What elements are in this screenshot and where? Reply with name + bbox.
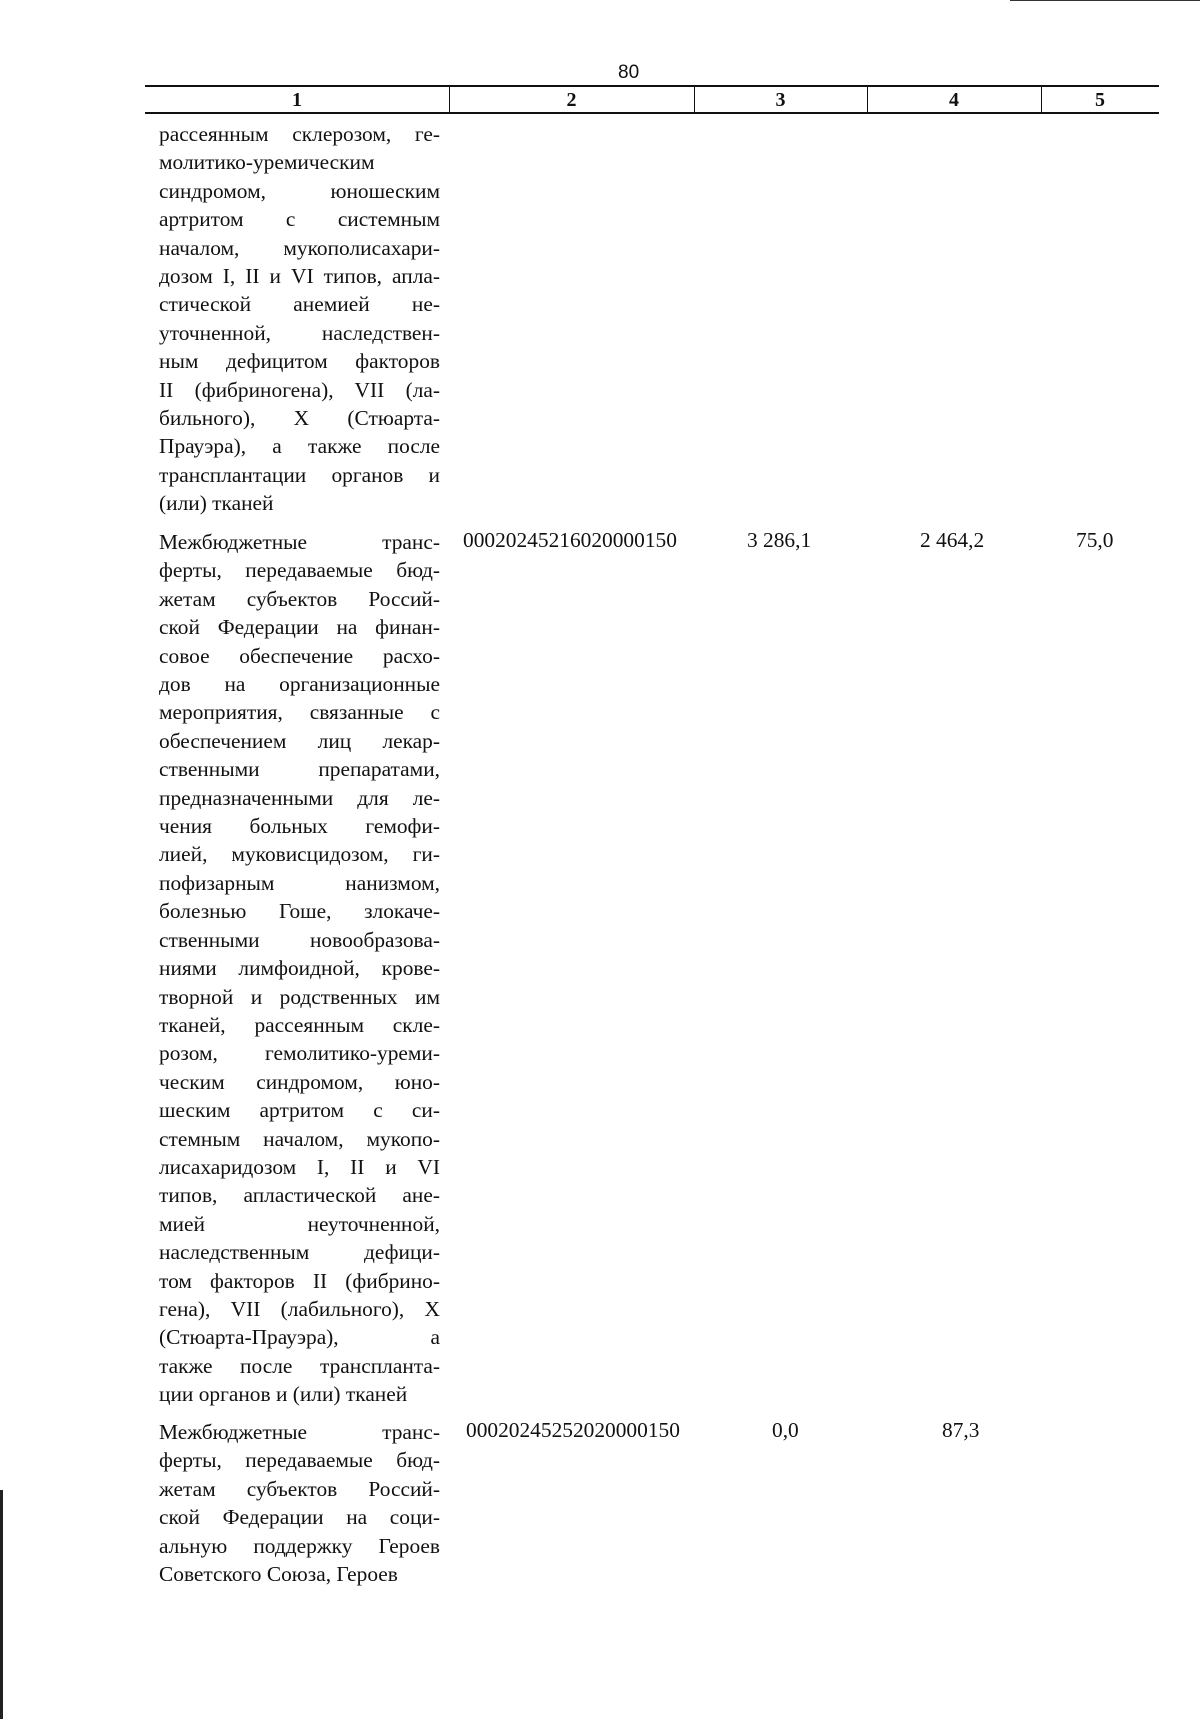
table-row-description (159, 528, 440, 1409)
column-header-1: 1 (292, 89, 302, 111)
scan-edge-mark (1010, 0, 1200, 1)
description-line: болезнью Гоше, злокаче- (159, 899, 440, 924)
description-line: жетам субъектов Россий- (159, 586, 440, 611)
description-line: ственными новообразова- (159, 927, 440, 952)
value-column-4: 87,3 (942, 1418, 980, 1442)
description-line: Прауэра), а также после (159, 434, 440, 459)
description-line: ческим синдромом, юно- (159, 1069, 440, 1094)
description-line: тканей, рассеянным скле- (159, 1012, 440, 1037)
description-line: ственными препаратами, (159, 757, 440, 782)
column-header-4: 4 (949, 89, 959, 111)
description-line: том факторов II (фибрино- (159, 1268, 440, 1293)
description-line: совое обеспечение расхо- (159, 643, 440, 668)
description-line: рассеянным склерозом, ге- (159, 122, 440, 146)
description-line: розом, гемолитико-уреми- (159, 1041, 440, 1066)
description-line: ской Федерации на соци- (159, 1505, 440, 1530)
scan-edge-shadow (0, 1490, 3, 1719)
description-line: мероприятия, связанные с (159, 700, 440, 725)
description-line: пофизарным нанизмом, (159, 870, 440, 895)
description-line: дов на организационные (159, 672, 440, 697)
value-column-5: 75,0 (1076, 528, 1114, 552)
description-line: ферты, передаваемые бюд- (159, 1448, 440, 1473)
description-line: Советского Союза, Героев (159, 1562, 398, 1587)
description-line: мией неуточненной, (159, 1211, 440, 1236)
description-line: также после транспланта- (159, 1353, 440, 1378)
description-line: лией, муковисцидозом, ги- (159, 842, 440, 867)
description-line: обеспечением лиц лекар- (159, 728, 440, 753)
description-line: дозом I, II и VI типов, апла- (159, 264, 440, 289)
description-line: ции органов и (или) тканей (159, 1382, 408, 1407)
table-row-description (159, 1418, 440, 1588)
description-line: артритом с системным (159, 207, 440, 232)
page-number: 80 (618, 62, 640, 83)
description-line: молитико-уремическим (159, 150, 375, 175)
description-line: предназначенными для ле- (159, 785, 440, 810)
description-line: (или) тканей (159, 491, 274, 516)
description-line: уточненной, наследствен- (159, 320, 440, 345)
value-column-3: 3 286,1 (747, 528, 812, 552)
description-line: ниями лимфоидной, крове- (159, 956, 440, 981)
description-line: шеским артритом с си- (159, 1098, 440, 1123)
description-line: стической анемией не- (159, 292, 440, 317)
description-line: синдромом, юношеским (159, 178, 440, 203)
description-line: ферты, передаваемые бюд- (159, 558, 440, 583)
description-line: жетам субъектов Россий- (159, 1476, 440, 1501)
value-column-4: 2 464,2 (920, 528, 985, 552)
budget-code: 00020245252020000150 (466, 1418, 680, 1442)
description-line: началом, мукополисахари- (159, 235, 440, 260)
description-line: II (фибриногена), VII (ла- (159, 377, 440, 402)
column-header-5: 5 (1095, 89, 1105, 111)
description-line: ской Федерации на финан- (159, 615, 440, 640)
description-line: трансплантации органов и (159, 462, 440, 487)
description-line: наследственным дефици- (159, 1240, 440, 1265)
description-line: чения больных гемофи- (159, 814, 440, 839)
description-line: гена), VII (лабильного), X (159, 1296, 440, 1321)
description-line: бильного), X (Стюарта- (159, 406, 440, 431)
description-line: стемным началом, мукопо- (159, 1126, 440, 1151)
value-column-3: 0,0 (772, 1418, 799, 1442)
description-line: лисахаридозом I, II и VI (159, 1154, 440, 1179)
column-header-2: 2 (566, 89, 577, 111)
description-line: (Стюарта-Прауэра), а (159, 1325, 440, 1350)
description-line: творной и родственных им (159, 984, 440, 1009)
description-line: альную поддержку Героев (159, 1533, 440, 1558)
column-header-3: 3 (775, 89, 786, 111)
description-line: ным дефицитом факторов (159, 349, 440, 374)
description-line: типов, апластической ане- (159, 1183, 440, 1208)
table-row-description (159, 120, 440, 518)
description-line: Межбюджетные транс- (159, 1420, 440, 1444)
description-line: Межбюджетные транс- (159, 530, 440, 554)
budget-code: 00020245216020000150 (463, 528, 677, 552)
